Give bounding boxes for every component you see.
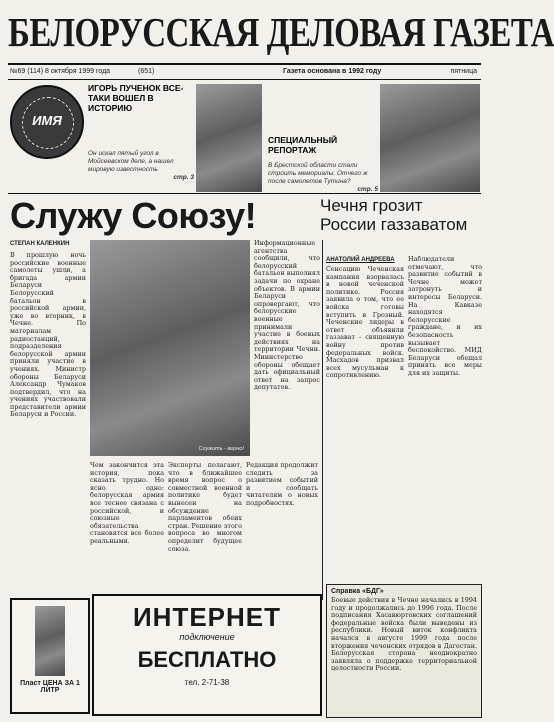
lead-bottom-2: Эксперты полагают, что в ближайшее время вопрос о совместной военной политике будет вынесен на обсуждение парламентов обеих стран. Решение этого вопроса во многом определит будущее союза. <box>168 461 242 553</box>
statue-ad[interactable] <box>10 598 90 714</box>
lead-photo-caption: Служить - верно! <box>198 446 244 452</box>
reference-box-title: Справка «БДГ» <box>331 588 384 595</box>
teaser-2-headline: СПЕЦИАЛЬНЫЙ РЕПОРТАЖ <box>268 135 338 155</box>
teaser-1-portrait-photo <box>196 84 262 192</box>
lead-bottom-1: Чем закончится эта история, пока сказать трудно. Но ясно одно: белорусская армия все теснее связана с российской, и союзные обязательства становятся все более реальными. <box>90 461 164 545</box>
side-headline[interactable]: Чечня грозит России газзаватом <box>320 196 468 234</box>
internet-ad-sub: подключение <box>179 632 235 642</box>
teaser-2-body <box>268 162 378 192</box>
lead-bottom-3: Редакция продолжит следить за развитием событий и сообщать читателям о новых подробностях. <box>246 461 318 507</box>
reference-box <box>326 584 482 718</box>
teaser-1-text: Он искал пятый угол в Мойсеевском деле, а нашел мировую известность <box>88 150 174 173</box>
teaser-2-monument-photo <box>380 84 480 192</box>
teaser-1[interactable] <box>88 83 196 125</box>
imya-seal-logo <box>10 85 84 159</box>
side-column-2: Наблюдатели отмечают, что развитие событий в Чечне может затронуть и интересы Беларуси. На Кавказе находятся белорусские граждане, и их безопасность вызывает беспокойство. МИД Беларуси обещал принять все меры для их защиты. <box>408 255 482 377</box>
column-rule <box>322 240 323 600</box>
weekday: пятница <box>450 68 477 75</box>
lead-byline: СТЕПАН КАЛЕНКИН <box>10 241 70 247</box>
teaser-2-page: стр. 5 <box>357 186 378 193</box>
lead-photo-soldiers <box>90 240 250 456</box>
seal-label: ИМЯ <box>32 113 62 128</box>
statue-ad-text: Пласт ЦЕНА ЗА 1 ЛИТР <box>20 680 80 694</box>
teaser-1-page: стр. 3 <box>173 174 194 181</box>
masthead-title: БЕЛОРУССКАЯ ДЕЛОВАЯ ГАЗЕТА <box>8 11 554 56</box>
internet-ad-free: БЕСПЛАТНО <box>137 647 277 672</box>
lead-column-2: Информационные агентства сообщили, что белорусский батальон выполнял задачи по охране объектов. В армии Беларуси опровергают, что белорусские военные принимали участие в боевых действиях на территории Чечни. Министерство обороны обещает дать официальный ответ на запрос депутатов. <box>254 239 320 392</box>
teaser-2[interactable] <box>268 135 380 159</box>
internet-ad-title: ИНТЕРНЕТ <box>132 602 282 632</box>
side-byline: АНАТОЛИЙ АНДРЕЕВА <box>326 257 395 263</box>
reference-box-text: Боевые действия в Чечне начались в 1994 году и продолжались до 1996 года. После подписания Хасавюртовских соглашений федеральные войска были выведены из республики. Новый виток конфликта начался в августе 1999 года после вторжения чеченских отрядов в Дагестан. Белорусская сторона неоднократно заявляла о поддержке территориальной целостности России. <box>331 596 477 673</box>
lead-column-1: В прошлую ночь российские военные самолеты ушли, а бригада армии Беларуси Белорусский батальон в российской армии, уже во вторник, в Чечне. По материалам радиостанций, подразделения белорусской армии приняли участие в учениях. Министр обороны Беларуси Александр Чумаков подтвердил, что на учениях участвовали представители армии Беларуси и России. <box>10 251 86 419</box>
issue-info-bar <box>8 63 481 80</box>
divider-top <box>8 193 481 194</box>
founded-note: Газета основана в 1992 году <box>283 68 382 75</box>
issue-number: №69 (114) 8 октября 1999 года <box>10 68 111 75</box>
side-column-1: Сенсацию Чеченская кампания взорвалась в новой чеченской политике. Россия заявила о том, что ее войска готовы вступить в Грозный. Чеченские лидеры в ответ объявили газзават - священную войну против федеральных войск. Масхадов призвал всех мусульман к сопротивлению. <box>326 265 404 380</box>
internet-ad[interactable] <box>92 594 322 716</box>
lead-headline[interactable]: Служу Союзу! <box>10 195 257 236</box>
teaser-1-headline: ИГОРЬ ПУЧЕНОК ВСЕ-ТАКИ ВОШЕЛ В ИСТОРИЮ <box>88 83 184 113</box>
teaser-2-text: В Брестской области стали строить мемориалы. Отчего ж после самолетов Тутина? <box>268 162 368 185</box>
teaser-1-body <box>88 150 194 190</box>
internet-ad-phone: тел. 2-71-38 <box>184 678 230 687</box>
issue-total: (651) <box>138 68 155 75</box>
statue-ad-image <box>35 606 65 676</box>
